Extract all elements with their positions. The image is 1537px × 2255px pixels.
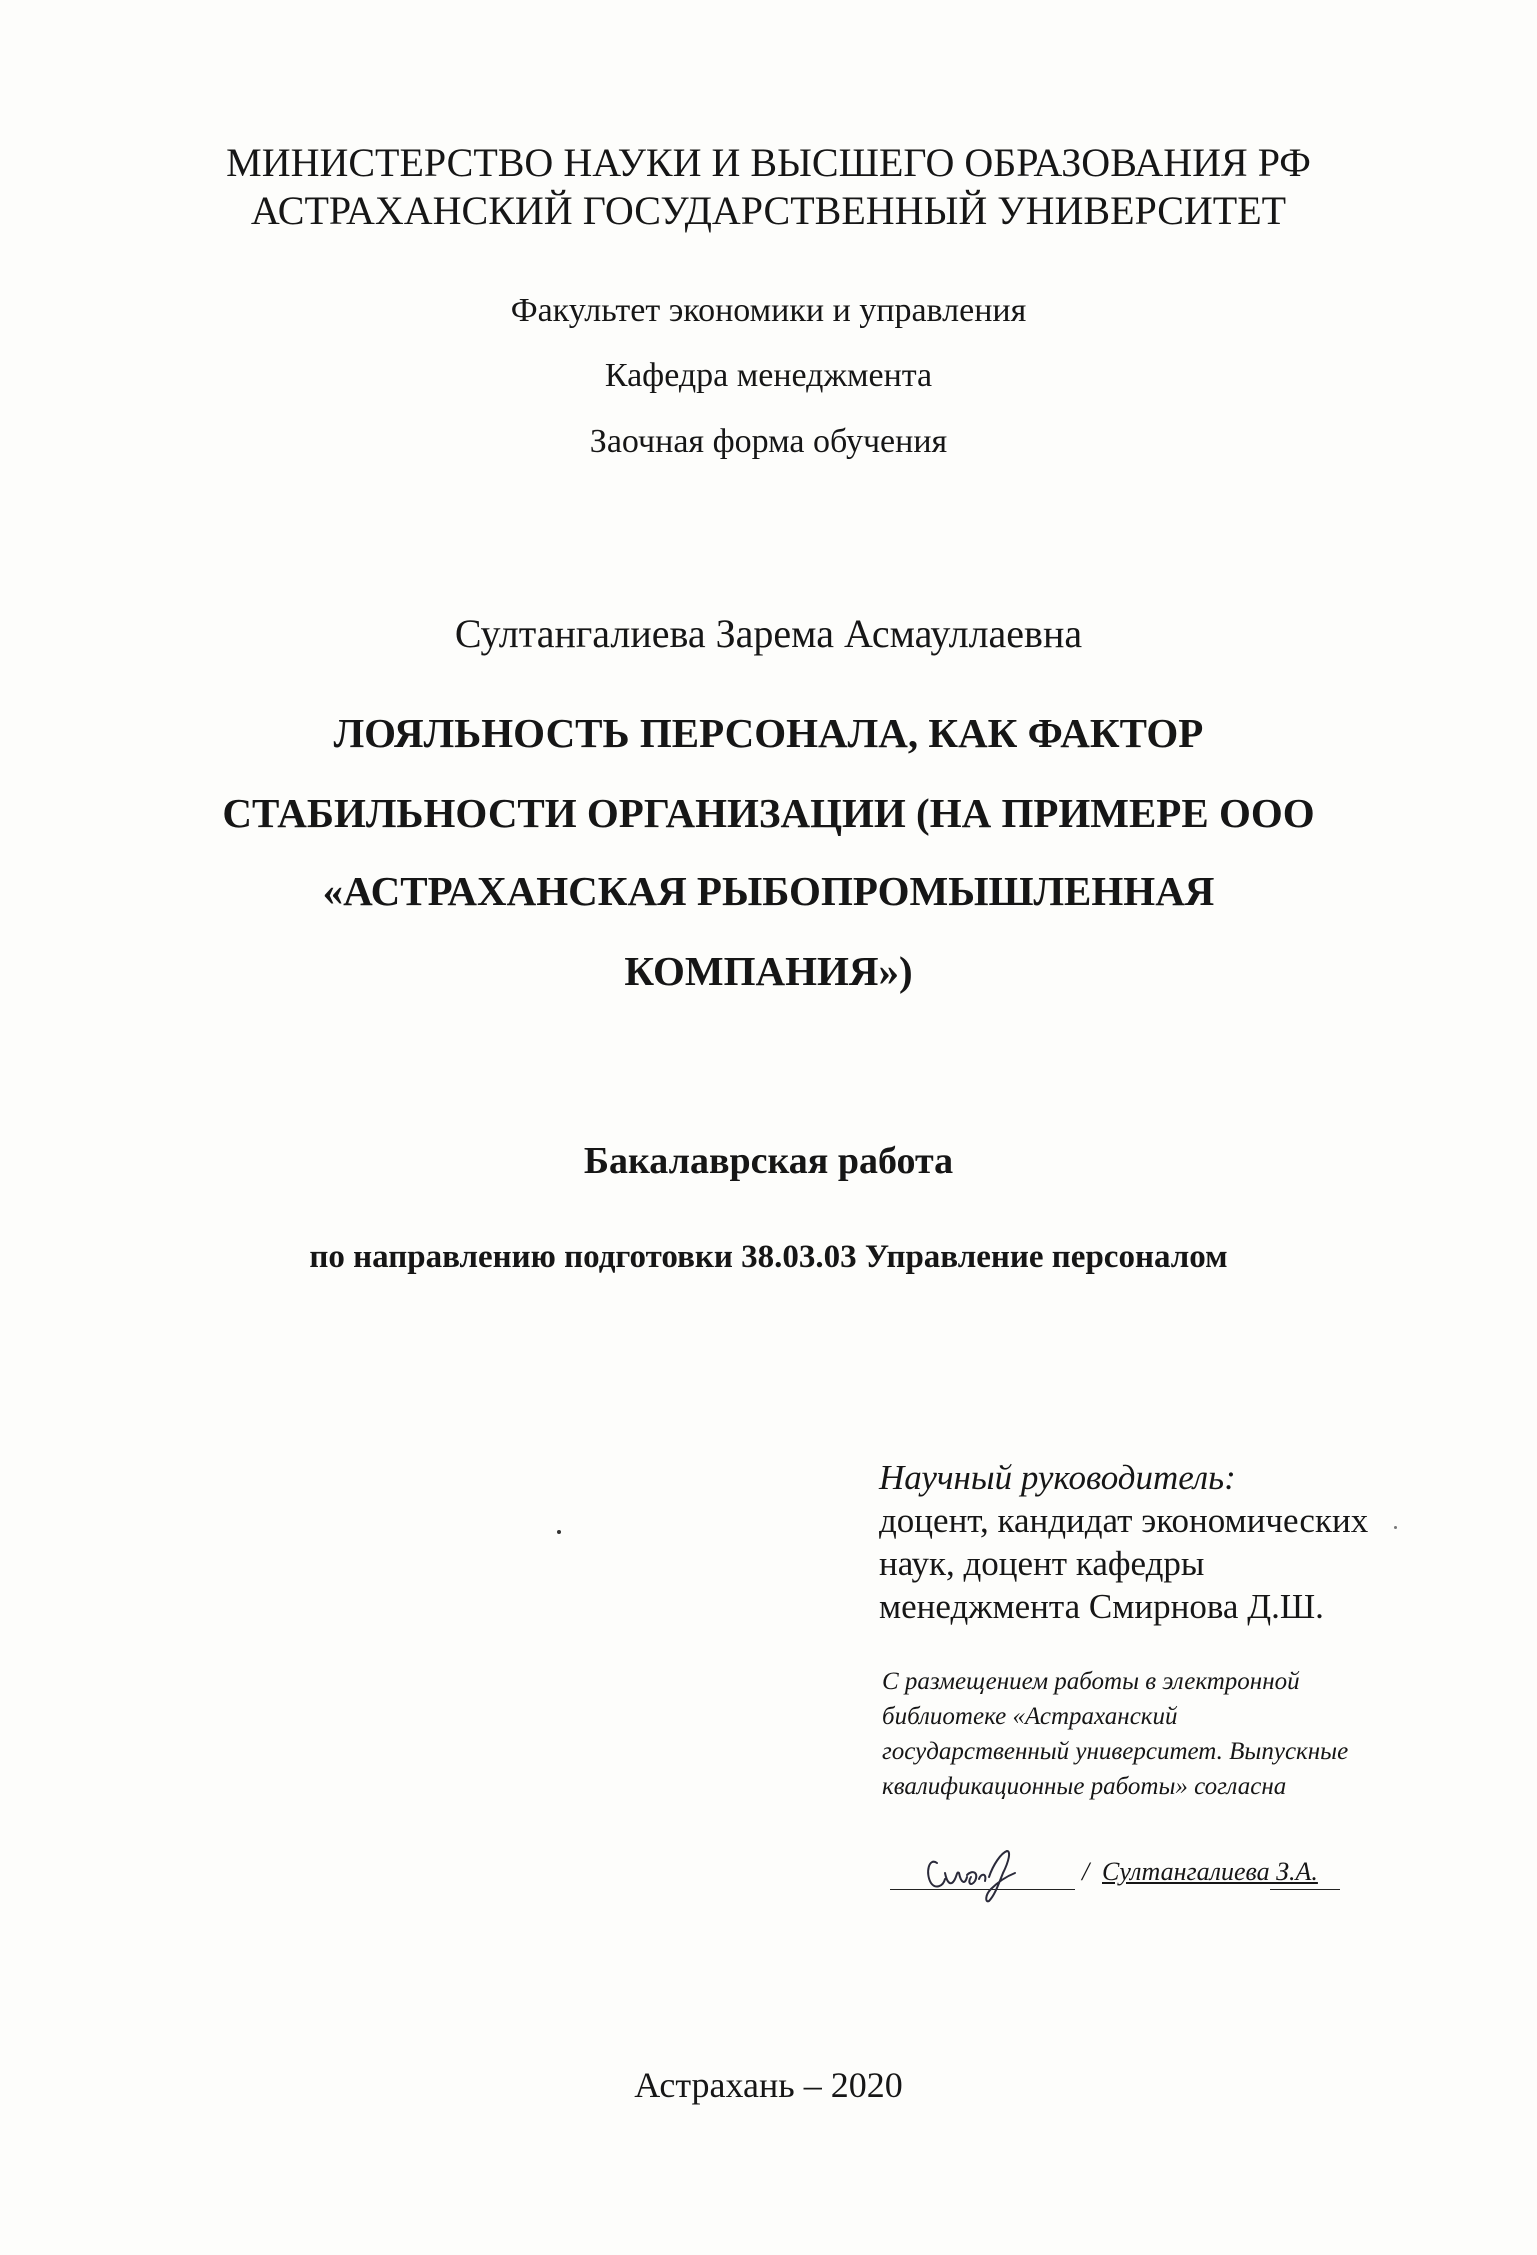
consent-block [882,1664,1348,1804]
name-underline [1270,1889,1340,1890]
scan-speck [1394,1526,1397,1529]
work-type: Бакалаврская работа [583,1140,954,1182]
supervisor-line: наук, доцент кафедры [879,1544,1205,1583]
author-name: Султангалиева Зарема Асмауллаевна [454,611,1083,656]
ministry-name: МИНИСТЕРСТВО НАУКИ И ВЫСШЕГО ОБРАЗОВАНИЯ РФ [226,140,1311,185]
department-name: Кафедра менеджмента [604,357,933,394]
study-direction: по направлению подготовки 38.03.03 Управление персоналом [309,1239,1228,1275]
thesis-title-line: КОМПАНИЯ») [624,948,913,994]
consent-line: С размещением работы в электронной [882,1668,1300,1695]
supervisor-line: доцент, кандидат экономических [879,1501,1369,1540]
consent-line: квалификационные работы» согласна [882,1773,1287,1800]
thesis-title-line: «АСТРАХАНСКАЯ РЫБОПРОМЫШЛЕННАЯ [322,868,1215,914]
city-year: Астрахань – 2020 [634,2065,903,2105]
faculty-name: Факультет экономики и управления [510,292,1027,329]
signer-name: Султангалиева З.А. [1102,1857,1318,1886]
handwritten-signature [923,1843,1023,1905]
consent-line: библиотеке «Астраханский [882,1703,1178,1730]
study-form: Заочная форма обучения [589,423,948,460]
thesis-title-line: СТАБИЛЬНОСТИ ОРГАНИЗАЦИИ (НА ПРИМЕРЕ ООО [222,790,1315,836]
signature-row [890,1845,1450,1905]
supervisor-label: Научный руководитель: [879,1458,1236,1497]
supervisor-line: менеджмента Смирнова Д.Ш. [879,1587,1324,1626]
scan-speck [557,1530,561,1534]
signature-separator: / [1082,1857,1090,1886]
consent-line: государственный университет. Выпускные [882,1738,1349,1765]
university-name: АСТРАХАНСКИЙ ГОСУДАРСТВЕННЫЙ УНИВЕРСИТЕТ [250,188,1287,233]
supervisor-block [879,1456,1368,1628]
thesis-title-line: ЛОЯЛЬНОСТЬ ПЕРСОНАЛА, КАК ФАКТОР [333,710,1204,756]
